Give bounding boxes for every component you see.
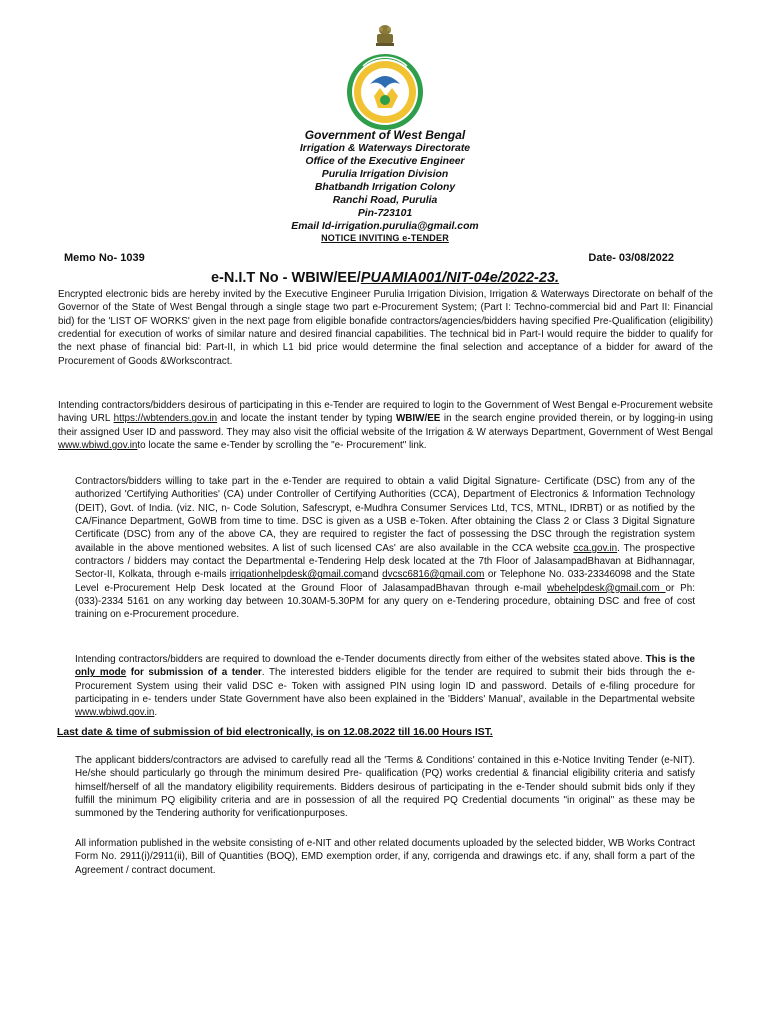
paragraph-login-instructions <box>58 399 713 452</box>
office-line: Office of the Executive Engineer <box>305 156 465 167</box>
helpdesk-email-link[interactable]: irrigationhelpdesk@gmail.com <box>229 569 363 581</box>
colony-line: Bhatbandh Irrigation Colony <box>314 182 456 193</box>
text: or Ph:(033)-2334 5161 on any working day between 10.30AM-5.30PM for any query on e-Tendering procedure, obtaining DSC and free of cost training on e-Procurement procedure. <box>75 582 695 621</box>
wbiwd-link[interactable]: www.wbiwd.gov.in <box>58 440 138 452</box>
memo-row <box>64 252 674 264</box>
wbtenders-link[interactable]: https://wbtenders.gov.in <box>113 413 218 425</box>
text: . The prospective contractors / bidders may contact the Departmental e-Tendering Help desk located at the 7th Floor of JalasampadBhavan at Bidhannagar, Sector-II, Kolkata, through e-mails <box>75 542 695 581</box>
nit-number <box>0 270 770 286</box>
paragraph-dsc-requirements <box>75 475 695 622</box>
paragraph-terms-conditions: The applicant bidders/contractors are advised to carefully read all the 'Terms & Conditions' contained in this e-Notice Inviting Tender (e-NIT). He/she should particularly go through the minimum desired Pre- qualification (PQ) works credential & financial eligibility criteria and satisfy himself/herself of all the mandatory eligibility requirements. Bidders desirous of participating in the e-Tender should submit bids only if they fulfill the minimum PQ eligibility criteria and are in possession of all the required PQ Credential documents "in original" as these may be summoned by the Tendering authority for verificationpurposes. <box>75 755 695 820</box>
paragraph-download-instructions <box>75 653 695 720</box>
wbehelpdesk-email-link[interactable]: wbehelpdesk@gmail.com <box>547 582 666 594</box>
emblem-group <box>330 22 440 134</box>
search-keyword: WBIW/EE <box>395 413 441 425</box>
state-emblem-icon <box>330 22 440 134</box>
text: to locate the same e-Tender by scrolling the "e- Procurement" link. <box>137 440 427 452</box>
directorate-line: Irrigation & Waterways Directorate <box>299 143 471 154</box>
text: Intending contractors/bidders desirous of participating in this e-Tender are required to login to the Government of West Bengal e-Procurement website having URL <box>58 400 713 425</box>
road-line: Ranchi Road, Purulia <box>332 195 438 206</box>
text: . The interested bidders eligible for the tender are required to submit their bids through the e-Procurement System using their valid DSC e- Token with assigned PIN using login ID and password. Details of e-filing procedure for participating in e- tenders under State Government have also been explained in the 'Bidders' Manual', available in the Departmental website <box>75 667 695 706</box>
paragraph-agreement-documents: All information published in the website consisting of e-NIT and other related documents uploaded by the selected bidder, WB Works Contract Form No. 2911(i)/2911(ii), Bill of Quantities (BOQ), EMD exemption order, if any, corrigenda and drawings etc. if any, shall form a part of the Agreement / contract document. <box>75 838 695 876</box>
paragraph-bid-invitation: Encrypted electronic bids are hereby invited by the Executive Engineer Purulia Irrigation Division, Irrigation & Waterways Directorate on behalf of the Governor of the State of West Bengal through a single stage two part e-Procurement System; (Part I: Techno-commercial bid and Part II: Financial bid) for the 'LIST OF WORKS' given in the next page from eligible bonafide contractors/agencies/bidders having specified Pre-Qualification (eligibility) credential for execution of works of similar nature and desired financial capabilities. The technical bid in Part-I would require the bidder to qualify for the next phase of financial bid: Part-II, in which L1 bid price would determine the final selection and acceptance of a bidder for award of the Procurement of Goods &Workscontract. <box>58 289 713 367</box>
west-bengal-government-seal <box>347 54 423 130</box>
only-mode-text: only mode <box>75 667 127 679</box>
notice-title: NOTICE INVITING e-TENDER <box>321 233 449 243</box>
text: in the search engine provided therein, or by logging-in using their assigned User ID and password. They may also visit the official website of the Irrigation & W aterways Department, Government of West Bengal <box>58 413 713 438</box>
last-date-notice: Last date & time of submission of bid electronically, is on 12.08.2022 till 16.00 Hours IST. <box>57 727 493 738</box>
pin-line: Pin-723101 <box>357 208 413 219</box>
memo-number: Memo No- 1039 <box>64 252 145 264</box>
nit-prefix: e-N.I.T No - WBIW/EE/ <box>210 270 361 286</box>
text: and locate the instant tender by typing <box>217 413 396 425</box>
bold-text: This is the <box>645 654 695 665</box>
bold-text: for submission of a tender <box>126 667 262 679</box>
email-line: Email Id-irrigation.purulia@gmail.com <box>291 221 479 232</box>
office-header <box>0 128 770 244</box>
text: and <box>362 569 383 581</box>
text: Contractors/bidders willing to take part in the e-Tender are required to obtain a valid Digital Signature- Certificate (DSC) from any of the authorized 'Certifying Authorities' (CA) under Controller of Certifying Authorities (CCA), Department of Electronics & Information Technology (DEIT), Govt. of India. (viz. NIC, n- Code Solution, Safescrypt, e-Mudhra Consumer Services Ltd, TCS, MTNL, IDRBT) or as notified by the CA/Finance Department, GoWB from time to time. DSC is given as a USB e-Token. After obtaining the Class 2 or Class 3 Digital Signature Certificate (DSC) from any of the above CA, they are required to register the fact of possessing the DSC through the registration system available in the above mentioned websites. A list of such licensed CAs' are also available in the CCA website <box>75 476 695 554</box>
dvcsc-email-link[interactable]: dvcsc6816@gmail.com <box>382 569 485 581</box>
nit-reference: PUAMIA001/NIT-04e/2022-23. <box>360 270 560 286</box>
government-title: Government of West Bengal <box>304 128 466 142</box>
cca-link[interactable]: cca.gov.in <box>573 542 618 554</box>
text: Intending contractors/bidders are required to download the e-Tender documents directly from either of the websites stated above. <box>75 654 646 665</box>
text: or Telephone No. 033-23346098 and the State Level e-Procurement Help Desk located at the Ground Floor of JalasampadBhavan through e-mail <box>75 569 695 594</box>
wbiwd-link-2[interactable]: www.wbiwd.gov.in <box>75 707 155 719</box>
division-line: Purulia Irrigation Division <box>321 169 449 180</box>
memo-date: Date- 03/08/2022 <box>588 252 674 264</box>
text: . <box>154 707 158 719</box>
